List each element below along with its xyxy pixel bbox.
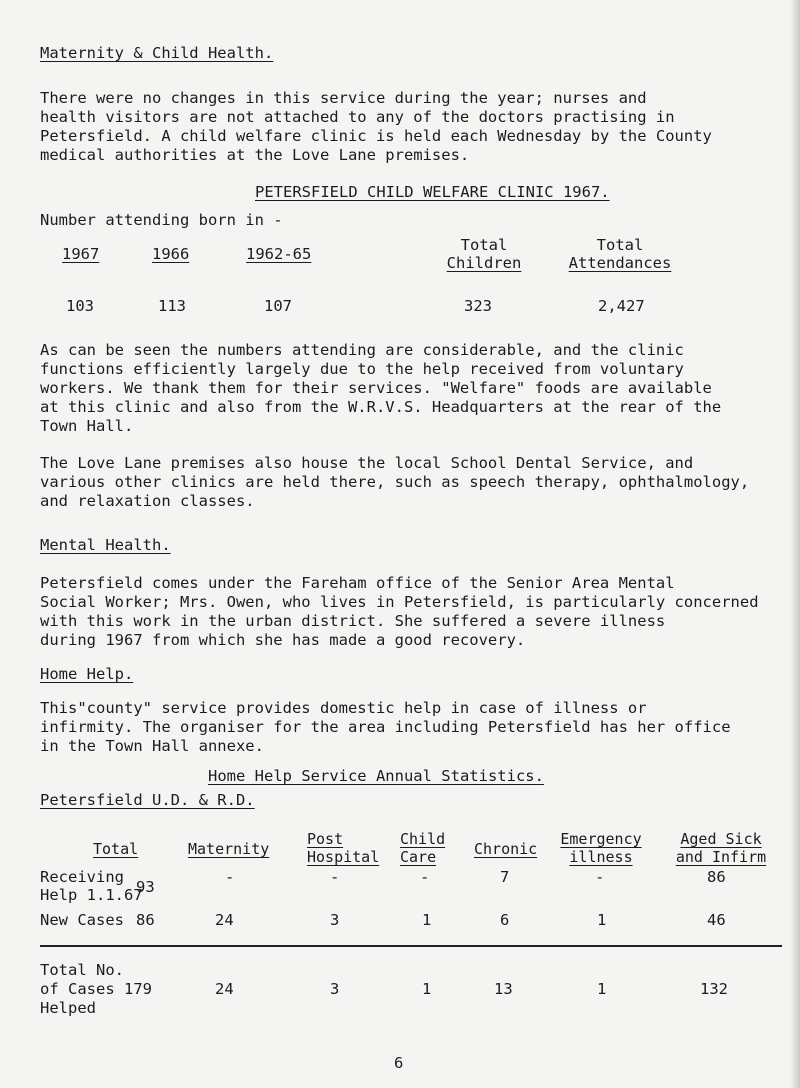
stats-cell: - (595, 868, 605, 886)
stats-cell: 3 (330, 980, 340, 998)
stats-header-chronic: Chronic (474, 840, 538, 858)
stats-cell: - (225, 868, 235, 886)
stats-cell: 7 (500, 868, 510, 886)
clinic-value-total-children: 323 (464, 297, 492, 315)
clinic-header-1967: 1967 (62, 245, 100, 263)
stats-cell: 179 (124, 980, 152, 998)
stats-cell: 1 (597, 911, 607, 929)
stats-header-total: Total (93, 840, 139, 858)
clinic-header-total-attendances: Total Attendances (568, 236, 672, 272)
stats-cell: 24 (215, 911, 234, 929)
stats-cell: - (420, 868, 430, 886)
maternity-paragraph-3: The Love Lane premises also house the local School Dental Service, and various other clinics are held there, such as speech therapy, ophthalmology, and relaxation classes. (40, 454, 750, 510)
clinic-value-1966: 113 (158, 297, 186, 315)
stats-cell: 86 (136, 911, 155, 929)
stats-title: Home Help Service Annual Statistics. (208, 767, 544, 785)
stats-row-label-total: Total No. of Cases Helped (40, 961, 124, 1017)
stats-header-post-hospital: Post Hospital (307, 830, 380, 866)
stats-header-aged-sick: Aged Sick and Infirm (675, 830, 767, 866)
stats-cell: 132 (700, 980, 728, 998)
stats-cell: 1 (422, 911, 432, 929)
stats-header-maternity: Maternity (188, 840, 270, 858)
home-help-heading: Home Help. (40, 665, 134, 683)
stats-cell: 6 (500, 911, 510, 929)
home-help-paragraph: This"county" service provides domestic help in case of illness or infirmity. The organiser for the area including Petersfield has her office in the Town Hall annexe. (40, 699, 731, 755)
stats-cell: - (330, 868, 340, 886)
attending-label: Number attending born in - (40, 211, 283, 229)
page-edge-shadow (790, 0, 800, 1088)
clinic-header-1966: 1966 (152, 245, 190, 263)
stats-row-label-receiving: Receiving Help 1.1.67 (40, 868, 143, 904)
maternity-heading: Maternity & Child Health. (40, 44, 274, 62)
clinic-value-1962-65: 107 (264, 297, 292, 315)
page-number: 6 (394, 1054, 404, 1072)
maternity-paragraph-1: There were no changes in this service during the year; nurses and health visitors are not attached to any of the doctors practising in Petersfield. A child welfare clinic is held each Wednesday by the County medical authorities at the Love Lane premises. (40, 89, 712, 164)
table-divider (40, 945, 782, 947)
mental-health-heading: Mental Health. (40, 536, 171, 554)
stats-area: Petersfield U.D. & R.D. (40, 791, 255, 809)
mental-health-paragraph: Petersfield comes under the Fareham office of the Senior Area Mental Social Worker; Mrs. Owen, who lives in Petersfield, is particularly concerned with this work in the urban district. She suffered a severe illness during 1967 from which she has made a good recovery. (40, 574, 759, 649)
clinic-value-total-attendances: 2,427 (598, 297, 645, 315)
stats-row-label-new-cases: New Cases (40, 911, 124, 929)
stats-header-emergency-illness: Emergency illness (560, 830, 642, 866)
stats-cell: 24 (215, 980, 234, 998)
stats-cell: 86 (707, 868, 726, 886)
maternity-paragraph-2: As can be seen the numbers attending are considerable, and the clinic functions efficiently largely due to the help received from voluntary workers. We thank them for their services. "Welfare" foods are available at this clinic and also from the W.R.V.S. Headquarters at the rear of the Town Hall. (40, 341, 722, 435)
stats-cell: 1 (597, 980, 607, 998)
stats-cell: 13 (494, 980, 513, 998)
clinic-header-total-children: Total Children (446, 236, 522, 272)
stats-cell: 1 (422, 980, 432, 998)
clinic-header-1962-65: 1962-65 (246, 245, 312, 263)
clinic-table-title: PETERSFIELD CHILD WELFARE CLINIC 1967. (255, 183, 610, 201)
clinic-value-1967: 103 (66, 297, 94, 315)
stats-cell: 3 (330, 911, 340, 929)
stats-cell: 93 (136, 878, 155, 896)
stats-header-child-care: Child Care (400, 830, 446, 866)
stats-cell: 46 (707, 911, 726, 929)
